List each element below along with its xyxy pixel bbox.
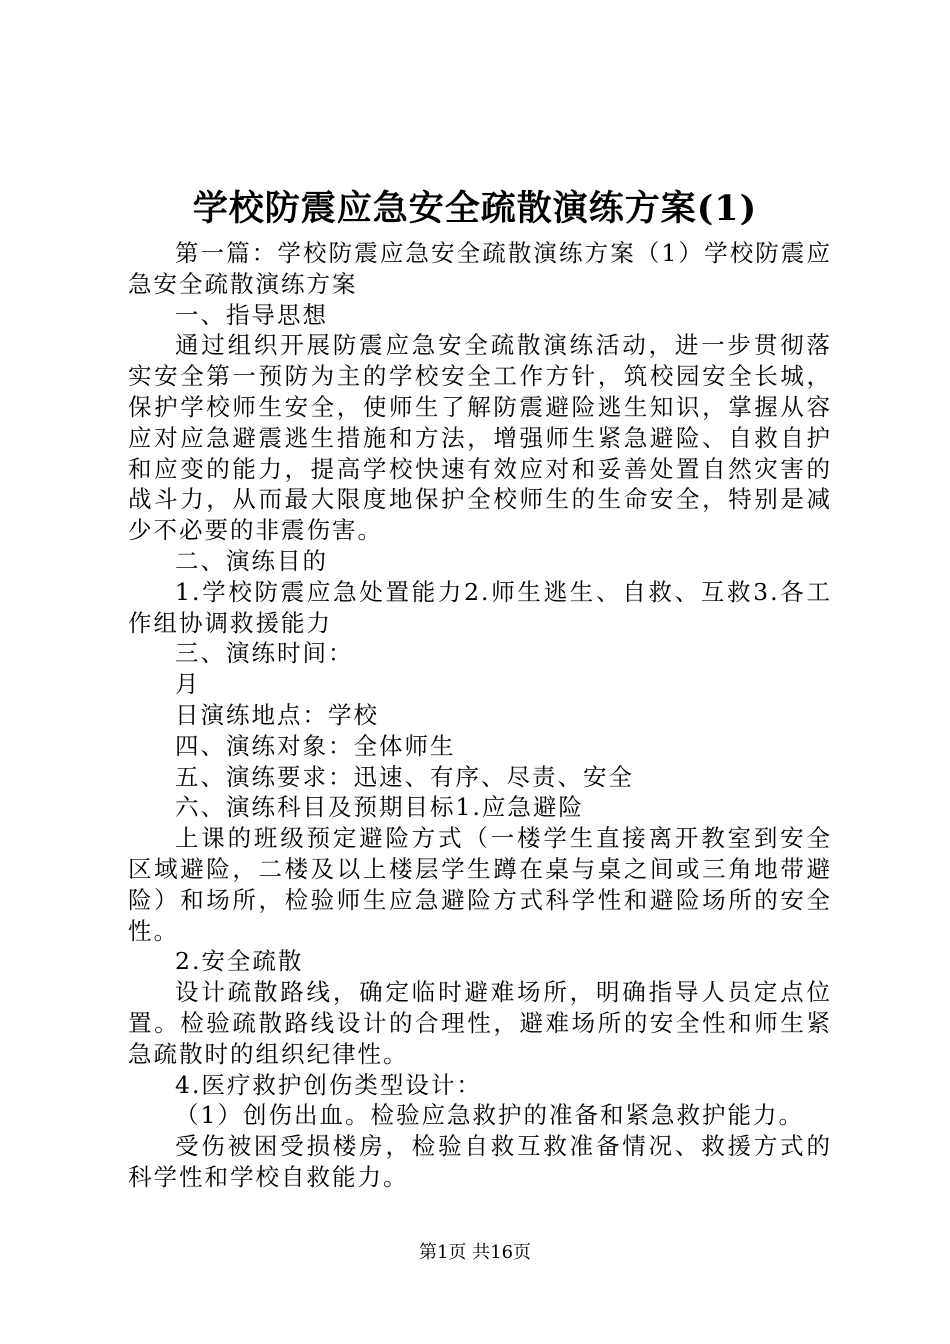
heading-drill-time: 三、演练时间： [175, 639, 354, 668]
heading-drill-purpose: 二、演练目的 [175, 546, 328, 575]
paragraph-guiding-ideology: 通过组织开展防震应急安全疏散演练活动，进一步贯彻落实安全第一预防为主的学校安全工作方针，筑校园安全长城，保护学校师生安全，使师生了解防震避险逃生知识，掌握从容应对应急避震逃生措施和方法，增强师生紧急避险、自救自护和应变的能力，提高学校快速有效应对和妥善处置自然灾害的战斗力，从而最大限度地保护全校师生的生命安全，特别是减少不必要的非震伤害。 [128, 331, 832, 545]
paragraph-trauma-bleeding: （1）创伤出血。检验应急救护的准备和紧急救护能力。 [175, 1101, 804, 1130]
heading-drill-requirements: 五、演练要求：迅速、有序、尽责、安全 [175, 762, 634, 791]
paragraph-drill-purpose: 1.学校防震应急处置能力2.师生逃生、自救、互救3.各工作组协调救援能力 [128, 577, 832, 637]
paragraph-safe-evacuation: 设计疏散路线，确定临时避难场所，明确指导人员定点位置。检验疏散路线设计的合理性，避难场所的安全性和师生紧急疏散时的组织纪律性。 [128, 978, 832, 1068]
paragraph-month: 月 [175, 670, 201, 699]
paragraph-emergency-avoidance: 上课的班级预定避险方式（一楼学生直接离开教室到安全区域避险，二楼及以上楼层学生蹲在桌与桌之间或三角地带避险）和场所，检验师生应急避险方式科学性和避险场所的安全性。 [128, 824, 832, 945]
paragraph-drill-location: 日演练地点：学校 [175, 700, 379, 729]
heading-safe-evacuation: 2.安全疏散 [175, 947, 304, 976]
heading-guiding-ideology: 一、指导思想 [175, 300, 328, 329]
heading-drill-participants: 四、演练对象：全体师生 [175, 731, 456, 760]
document-body [128, 238, 832, 1193]
heading-medical-rescue: 4.医疗救护创伤类型设计： [175, 1070, 482, 1099]
page-footer: 第1页 共16页 [418, 1242, 532, 1263]
paragraph-intro: 第一篇：学校防震应急安全疏散演练方案（1）学校防震应急安全疏散演练方案 [128, 239, 832, 298]
document-title: 学校防震应急安全疏散演练方案(1) [192, 188, 758, 229]
paragraph-trapped-rescue: 受伤被困受损楼房，检验自救互救准备情况、救援方式的科学性和学校自救能力。 [128, 1132, 832, 1191]
heading-drill-subjects: 六、演练科目及预期目标1.应急避险 [175, 793, 584, 822]
